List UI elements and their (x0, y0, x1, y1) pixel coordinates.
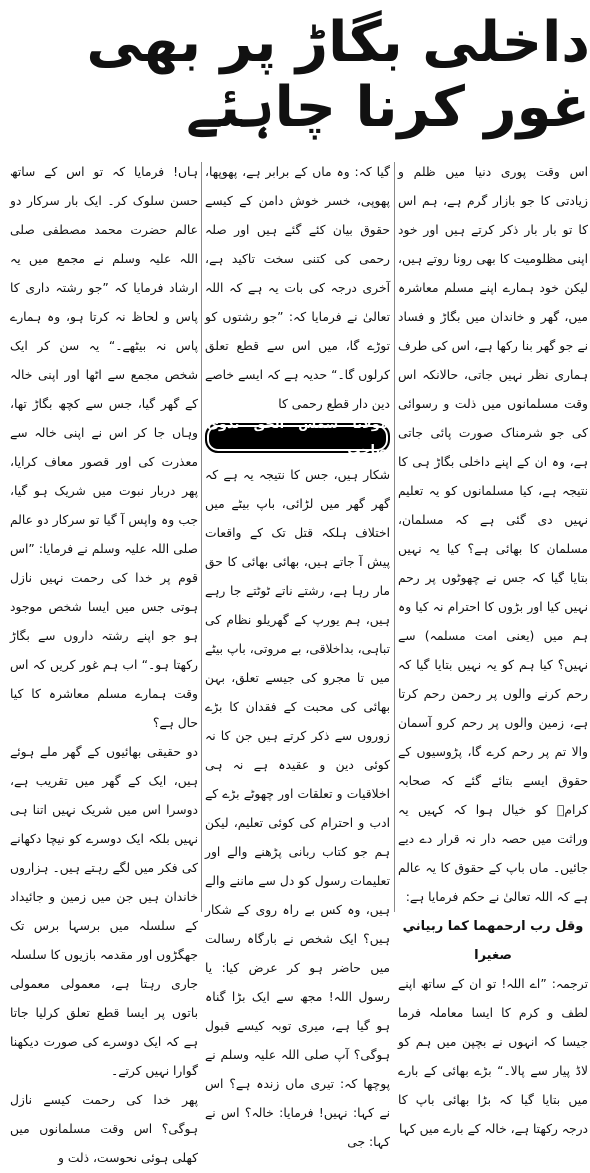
paragraph: پھر خدا کی رحمت کیسے نازل ہوگی؟ اس وقت مسلمانوں میں کھلی ہوئی نحوست، ذلت و (10, 1093, 198, 1165)
paragraph: شکار ہیں، جس کا نتیجہ یہ ہے کہ گھر گھر میں لڑائی، باپ بیٹے میں اختلاف ہلکہ قتل تک کے واقعات پیش آ جاتے ہیں، بھائی بھائی کا حق مار رہا ہے، رشتے ناتے ٹوٹتے جا رہے ہیں، ہم یورپ کے گھریلو نظام کی تباہی، بداخلاقی، بے مروتی، باپ بیٹے میں تا مجرو کی جیسے تعلق، بہن بھائی کی محبت کے فقدان کا بڑے زوروں سے ذکر کرتے ہیں جن کا نہ کوئی دین و عقیدہ ہے نہ ہی اخلاقیات و تعلقات اور چھوٹے بڑے کے ادب و احترام کی کوئی تعلیم، لیکن ہم جو کتاب ربانی پڑھنے والے اور تعلیمات رسول کو دل سے ماننے والے ہیں، وہ کس بے راہ روی کے شکار ہیں؟ ایک شخص نے بارگاہ رسالت میں حاضر ہو کر عرض کیا: یا رسول اللہ! مجھ سے ایک بڑا گناہ ہو گیا ہے، میری توبہ کیسے قبول ہوگی؟ آپ صلی اللہ علیہ وسلم نے پوچھا کہ: تیری ماں زندہ ہے؟ اس نے کہا: نہیں! فرمایا: خالہ؟ اس نے کہا: جی (205, 468, 390, 1149)
author-byline: مولانا شمس الحق ندوی صاحب (207, 417, 388, 458)
paragraph: دو حقیقی بھائیوں کے گھر ملے ہوئے ہیں، ایک کے گھر میں تقریب ہے، دوسرا اس میں شریک نہیں اتنا ہی نہیں بلکہ ایک دوسرے کو نیچا دکھانے کی فکر میں لگے رہتے ہیں۔ ہزاروں خاندان ہیں جن میں زمین و جائیداد کے سلسلہ میں برسہا برس تک جھگڑوں اور مقدمہ بازیوں کا سلسلہ جاری رہتا ہے، معمولی معمولی باتوں پر ایسا قطع تعلق کرلیا جاتا ہے کہ ایک دوسرے کی صورت دیکھنا گوارا نہیں کرتے۔ (10, 745, 198, 1078)
article-title (0, 0, 590, 150)
paragraph: گیا کہ: وہ ماں کے برابر ہے، پھوپھا، پھوپی، خسر خوش دامن کے کیسے حقوق بیان کئے گئے ہیں اور صلہ رحمی کی کتنی سخت تاکید ہے، آخری درجہ کی بات یہ ہے کہ اللہ تعالیٰ نے فرمایا کہ: ”جو رشتوں کو توڑے گا، میں اس سے قطع تعلق کرلوں گا۔“ حدیہ ہے کہ ایسے خاصے دین دار قطع رحمی کا (205, 165, 390, 411)
paragraph: ترجمہ: ”اے اللہ! تو ان کے ساتھ اپنے لطف و کرم کا ایسا معاملہ فرما جیسا کہ انہوں نے بچپن میں ہم کو لاڈ پیار سے پالا۔“ بڑے بھائی کے بارے میں بتایا گیا کہ بڑا بھائی باپ کا درجہ رکھتا ہے، خالہ کے بارے میں کہا (398, 977, 588, 1136)
quranic-verse: وقل رب ارحمهما كما ربياني صغيرا (402, 919, 584, 963)
column-left (10, 158, 198, 1165)
column-middle (205, 158, 390, 1149)
paragraph: اس وقت پوری دنیا میں ظلم و زیادتی کا جو بازار گرم ہے، ہم اس کا تو بار بار ذکر کرتے ہیں اور خود اپنی مظلومیت کا بھی رونا روتے ہیں، لیکن خود ہمارے اپنے مسلم معاشرہ میں، گھر و خاندان میں بگاڑ و فساد نے جو گھر بنا رکھا ہے، اس کی طرف ہماری نظر نہیں جاتی، حالانکہ اس وقت مسلمانوں میں ذلت و رسوائی کی جو شرمناک صورت پائی جاتی ہے، وہ ان کے اپنے داخلی بگاڑ ہی کا نتیجہ ہے، کیا مسلمانوں کو یہ تعلیم نہیں دی گئی ہے کہ مسلمان، مسلمان کا بھائی ہے؟ کیا یہ نہیں بتایا گیا کہ جس نے چھوٹوں پر رحم نہیں کیا اور بڑوں کا احترام نہ کیا وہ ہم میں (یعنی امت مسلمہ) سے نہیں؟ کیا ہم کو یہ نہیں بتایا گیا کہ رحم کرنے والوں پر رحمن رحم کرتا ہے، زمین والوں پر رحم کرو آسمان والا تم پر رحم کرے گا، پڑوسیوں کے حقوق ایسے بتائے گئے کہ صحابہ کرامؓ کو خیال ہوا کہ کہیں یہ وراثت میں حصہ دار نہ قرار دے دیے جائیں۔ ماں باپ کے حقوق کا یہ عالم ہے کہ اللہ تعالیٰ نے حکم فرمایا ہے: (398, 165, 588, 904)
column-divider (201, 162, 202, 912)
column-right (398, 158, 588, 1136)
paragraph: ہاں! فرمایا کہ تو اس کے ساتھ حسن سلوک کر۔ ایک بار سرکار دو عالم حضرت محمد مصطفی صلی اللہ علیہ وسلم نے مجمع میں یہ ارشاد فرمایا کہ ”جو رشتہ داری کا پاس و لحاظ نہ کرتا ہو، وہ ہمارے پاس نہ بیٹھے۔“ یہ سن کر ایک شخص مجمع سے اٹھا اور اپنی خالہ کے گھر گیا، جس سے کچھ بگاڑ تھا، وہاں جا کر اس نے اپنی خالہ سے معذرت کی اور قصور معاف کرایا، پھر دربار نبوت میں شریک ہو گیا، جب وہ واپس آ گیا تو سرکار دو عالم صلی اللہ علیہ وسلم نے فرمایا: ”اس قوم پر خدا کی رحمت نہیں نازل ہوتی جس میں ایسا شخص موجود ہو جو اپنے رشتہ داروں سے بگاڑ رکھتا ہو۔“ اب ہم غور کریں کہ اس وقت ہمارے مسلم معاشرہ کا کیا حال ہے؟ (10, 165, 198, 730)
article-title-text: داخلی بگاڑ پر بھی غور کرنا چاہئے (86, 10, 590, 140)
column-divider (394, 162, 395, 912)
